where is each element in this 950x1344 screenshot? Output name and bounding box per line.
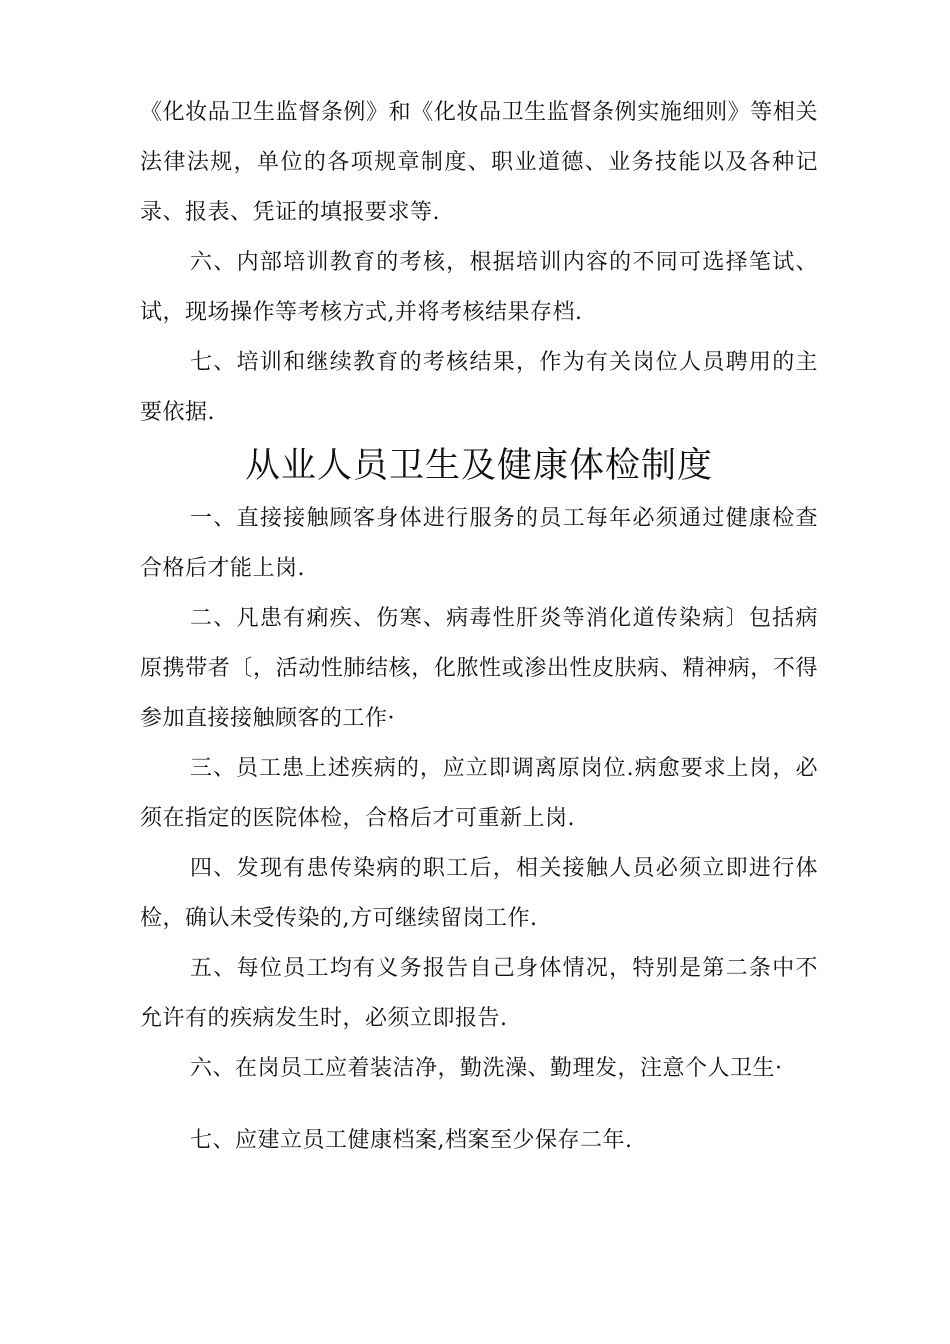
intro-paragraph-1: 《化妆品卫生监督条例》和《化妆品卫生监督条例实施细则》等相关法律法规，单位的各项规章制度、职业道德、业务技能以及各种记录、报表、凭证的填报要求等.	[140, 100, 818, 225]
document-page	[140, 88, 818, 1166]
rule-paragraph-6: 六、在岗员工应着装洁净，勤洗澡、勤理发，注意个人卫生·	[190, 1056, 783, 1081]
intro-paragraph-3: 七、培训和继续教育的考核结果，作为有关岗位人员聘用的主要依据.	[140, 350, 818, 425]
rule-paragraph-1: 一、直接接触顾客身体进行服务的员工每年必须通过健康检查合格后才能上岗.	[140, 506, 818, 581]
section-title: 从业人员卫生及健康体检制度	[244, 446, 713, 486]
rule-paragraph-4: 四、发现有患传染病的职工后，相关接触人员必须立即进行体检，确认未受传染的,方可继续留岗工作.	[140, 856, 818, 931]
intro-paragraph-2: 六、内部培训教育的考核，根据培训内容的不同可选择笔试、试，现场操作等考核方式,并将考核结果存档.	[140, 250, 818, 325]
rule-paragraph-7: 七、应建立员工健康档案,档案至少保存二年.	[190, 1128, 633, 1153]
rule-paragraph-5: 五、每位员工均有义务报告自己身体情况，特别是第二条中不允许有的疾病发生时，必须立即报告.	[140, 956, 818, 1031]
rule-paragraph-2: 二、凡患有痢疾、伤寒、病毒性肝炎等消化道传染病〕包括病原携带者〔，活动性肺结核，化脓性或渗出性皮肤病、精神病，不得参加直接接触顾客的工作·	[140, 606, 818, 731]
rule-paragraph-3: 三、员工患上述疾病的，应立即调离原岗位.病愈要求上岗，必须在指定的医院体检，合格后才可重新上岗.	[140, 756, 818, 831]
